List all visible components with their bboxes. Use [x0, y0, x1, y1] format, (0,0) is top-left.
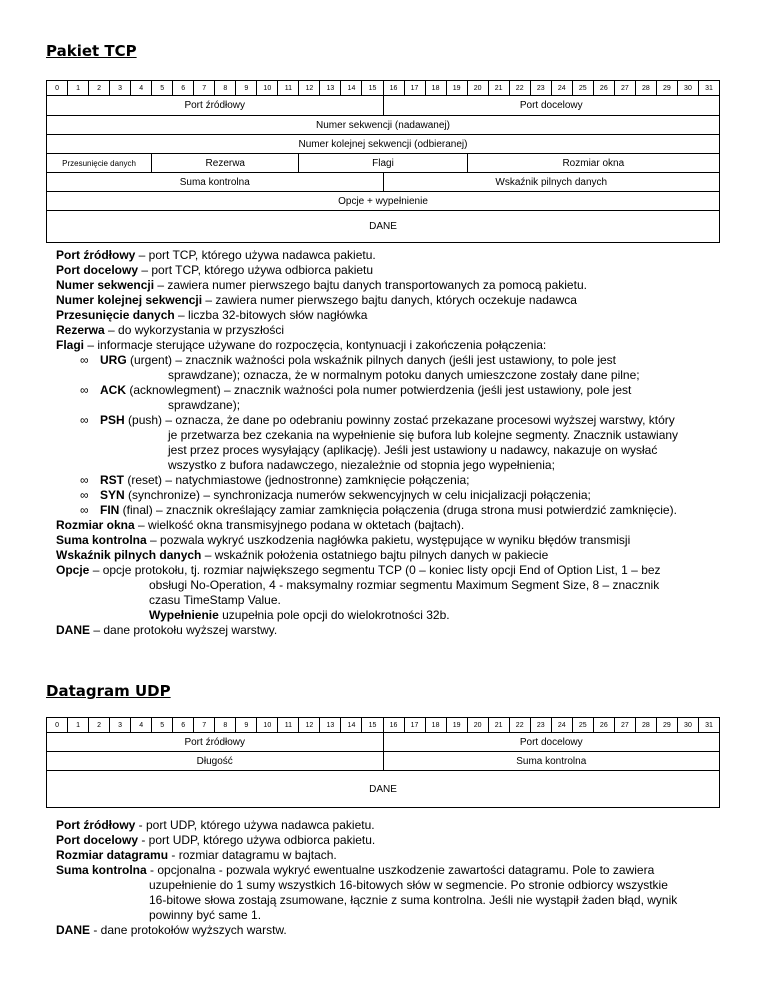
desc-ack: Numer kolejnej sekwencji – zawiera numer pierwszego bajtu danych, których oczekuje nadawca	[56, 293, 577, 307]
bit-number: 13	[320, 718, 341, 733]
bit-number: 8	[215, 718, 236, 733]
bit-number: 15	[362, 718, 383, 733]
bit-number: 20	[467, 718, 488, 733]
bit-number: 28	[635, 81, 656, 96]
bit-number: 24	[551, 718, 572, 733]
bit-number: 14	[341, 718, 362, 733]
desc-checksum: Suma kontrolna – pozwala wykryć uszkodzenia nagłówka pakietu, występujące w wyniku błędów transmisji	[56, 533, 631, 547]
bit-number: 10	[257, 718, 278, 733]
desc-reserved: Rezerwa – do wykorzystania w przyszłości	[56, 323, 285, 337]
bit-number: 0	[47, 81, 68, 96]
tcp-dst-port-field: Port docelowy	[383, 96, 720, 116]
bit-number: 18	[425, 81, 446, 96]
bit-number: 12	[299, 81, 320, 96]
bit-number: 22	[509, 81, 530, 96]
tcp-window-field: Rozmiar okna	[467, 154, 719, 173]
bit-number: 3	[110, 81, 131, 96]
bit-number: 18	[425, 718, 446, 733]
udp-checksum-field: Suma kontrolna	[383, 752, 720, 771]
bit-number: 30	[677, 81, 698, 96]
bit-number: 5	[152, 718, 173, 733]
tcp-data-field: DANE	[47, 211, 720, 243]
udp-description	[56, 818, 746, 938]
bullet-icon: ∞	[80, 503, 89, 517]
desc-flags: Flagi – informacje sterujące używane do rozpoczęcia, kontynuacji i zakończenia połączenia:	[56, 338, 547, 352]
desc-flag-urg: ∞ URG (urgent) – znacznik ważności pola wskaźnik pilnych danych (jeśli jest ustawiony, to pole jest sprawdzane); oznacza, że w normalnym potoku danych umieszczone zostały dane pilne;	[80, 353, 640, 382]
bit-number: 27	[614, 81, 635, 96]
bit-number: 20	[467, 81, 488, 96]
bit-number: 29	[656, 81, 677, 96]
bit-number: 6	[173, 81, 194, 96]
bit-number: 21	[488, 81, 509, 96]
udp-desc-checksum: Suma kontrolna - opcjonalna - pozwala wykryć ewentualne uszkodzenie zawartości datagramu. Pole to zawiera uzupełnienie do 1 sumy wszystkich 16-bitowych słów w segmencie. Po stronie odbiorcy wszystkie 16-bitowe słowa zostają zsumowane, łącznie z suma kontrolna. Jeśli nie wystąpił żaden błąd, wynik powinny być same 1.	[56, 863, 678, 922]
desc-flag-syn: ∞ SYN (synchronize) – synchronizacja numerów sekwencyjnych w celu inicjalizacji połączenia;	[80, 488, 591, 502]
bit-number: 8	[215, 81, 236, 96]
bit-number: 11	[278, 81, 299, 96]
udp-desc-src-port: Port źródłowy - port UDP, którego używa nadawca pakietu.	[56, 818, 375, 832]
desc-options: Opcje – opcje protokołu, tj. rozmiar największego segmentu TCP (0 – koniec listy opcji End of Option List, 1 – bez obsługi No-Operation, 4 - maksymalny rozmiar segmentu Maximum Segment Size, 8 – znacznik czasu TimeStamp Value. Wypełnienie uzupełnia pole opcji do wielokrotności 32b.	[56, 563, 661, 622]
udp-desc-data: DANE - dane protokołów wyższych warstw.	[56, 923, 287, 937]
tcp-offset-field: Przesunięcie danych	[47, 154, 152, 173]
tcp-options-field: Opcje + wypełnienie	[47, 192, 720, 211]
bit-number: 13	[320, 81, 341, 96]
desc-offset: Przesunięcie danych – liczba 32-bitowych słów nagłówka	[56, 308, 368, 322]
bit-number: 23	[530, 718, 551, 733]
bit-number: 15	[362, 81, 383, 96]
bullet-icon: ∞	[80, 413, 89, 427]
bit-number: 0	[47, 718, 68, 733]
tcp-bit-row	[47, 81, 720, 96]
bit-number: 2	[89, 81, 110, 96]
bit-number: 1	[68, 718, 89, 733]
bit-number: 22	[509, 718, 530, 733]
tcp-src-port-field: Port źródłowy	[47, 96, 384, 116]
bit-number: 30	[677, 718, 698, 733]
udp-dst-port-field: Port docelowy	[383, 733, 720, 752]
bit-number: 19	[446, 718, 467, 733]
udp-title: Datagram UDP	[46, 682, 171, 700]
tcp-flags-field: Flagi	[299, 154, 467, 173]
bit-number: 12	[299, 718, 320, 733]
bit-number: 26	[593, 718, 614, 733]
udp-header-table	[46, 717, 720, 808]
bit-number: 9	[236, 718, 257, 733]
bullet-icon: ∞	[80, 473, 89, 487]
bit-number: 14	[341, 81, 362, 96]
udp-desc-dst-port: Port docelowy - port UDP, którego używa odbiorca pakietu.	[56, 833, 376, 847]
bit-number: 31	[698, 718, 719, 733]
bit-number: 10	[257, 81, 278, 96]
bit-number: 19	[446, 81, 467, 96]
bit-number: 28	[635, 718, 656, 733]
bit-number: 29	[656, 718, 677, 733]
bit-number: 2	[89, 718, 110, 733]
bit-number: 1	[68, 81, 89, 96]
bullet-icon: ∞	[80, 383, 89, 397]
tcp-ack-field: Numer kolejnej sekwencji (odbieranej)	[47, 135, 720, 154]
bit-number: 17	[404, 81, 425, 96]
desc-flag-fin: ∞ FIN (final) – znacznik określający zamiar zamknięcia połączenia (druga strona musi potwierdzić zamknięcie).	[80, 503, 677, 517]
bit-number: 9	[236, 81, 257, 96]
bullet-icon: ∞	[80, 353, 89, 367]
udp-desc-length: Rozmiar datagramu - rozmiar datagramu w bajtach.	[56, 848, 337, 862]
desc-urgent-pointer: Wskaźnik pilnych danych – wskaźnik położenia ostatniego bajtu pilnych danych w pakiecie	[56, 548, 549, 562]
bit-number: 11	[278, 718, 299, 733]
tcp-title: Pakiet TCP	[46, 42, 137, 60]
tcp-checksum-field: Suma kontrolna	[47, 173, 384, 192]
bit-number: 25	[572, 81, 593, 96]
bit-number: 6	[173, 718, 194, 733]
bit-number: 23	[530, 81, 551, 96]
bullet-icon: ∞	[80, 488, 89, 502]
tcp-urgent-field: Wskaźnik pilnych danych	[383, 173, 720, 192]
bit-number: 5	[152, 81, 173, 96]
bit-number: 21	[488, 718, 509, 733]
bit-number: 4	[131, 718, 152, 733]
udp-data-field: DANE	[47, 771, 720, 808]
bit-number: 17	[404, 718, 425, 733]
desc-flag-rst: ∞ RST (reset) – natychmiastowe (jednostronne) zamknięcie połączenia;	[80, 473, 470, 487]
bit-number: 7	[194, 718, 215, 733]
tcp-reserved-field: Rezerwa	[152, 154, 299, 173]
desc-data: DANE – dane protokołu wyższej warstwy.	[56, 623, 278, 637]
bit-number: 27	[614, 718, 635, 733]
desc-window: Rozmiar okna – wielkość okna transmisyjnego podana w oktetach (bajtach).	[56, 518, 465, 532]
udp-length-field: Długość	[47, 752, 384, 771]
tcp-header-table	[46, 80, 720, 243]
udp-src-port-field: Port źródłowy	[47, 733, 384, 752]
bit-number: 3	[110, 718, 131, 733]
desc-src-port: Port źródłowy – port TCP, którego używa nadawca pakietu.	[56, 248, 376, 262]
bit-number: 26	[593, 81, 614, 96]
desc-seq: Numer sekwencji – zawiera numer pierwszego bajtu danych transportowanych za pomocą pakietu.	[56, 278, 587, 292]
bit-number: 4	[131, 81, 152, 96]
desc-dst-port: Port docelowy – port TCP, którego używa odbiorca pakietu	[56, 263, 374, 277]
desc-flag-psh: ∞ PSH (push) – oznacza, że dane po odebraniu powinny zostać przekazane procesowi wyższej warstwy, który je przetwarza bez czekania na wypełnienie się bufora lub kolejne segmenty. Znacznik ustawiany jest przez proces wysyłający (aplikację). Jeśli jest ustawiony u nadawcy, nakazuje on wysłać wszystko z bufora nadawczego, niezależnie od stopnia jego wypełnienia;	[80, 413, 679, 472]
bit-number: 16	[383, 718, 404, 733]
bit-number: 25	[572, 718, 593, 733]
bit-number: 16	[383, 81, 404, 96]
bit-number: 7	[194, 81, 215, 96]
tcp-seq-field: Numer sekwencji (nadawanej)	[47, 116, 720, 135]
desc-flag-ack: ∞ ACK (acknowlegment) – znacznik ważności pola numer potwierdzenia (jeśli jest ustawiony, pole jest sprawdzane);	[80, 383, 632, 412]
bit-number: 24	[551, 81, 572, 96]
udp-bit-row	[47, 718, 720, 733]
bit-number: 31	[698, 81, 719, 96]
tcp-description	[56, 248, 746, 638]
